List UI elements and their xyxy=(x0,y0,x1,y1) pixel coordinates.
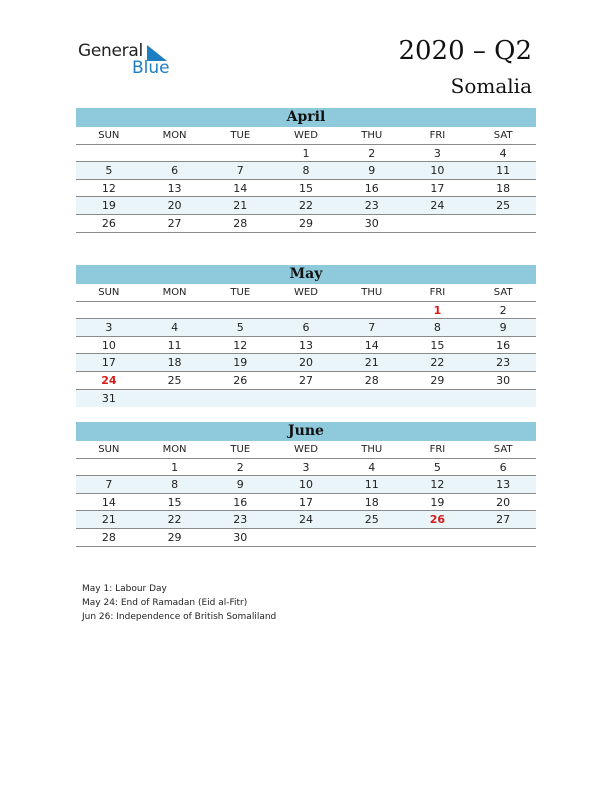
day-cell: 23 xyxy=(364,199,379,213)
holiday-notes xyxy=(82,582,276,624)
day-cell: 6 xyxy=(302,321,310,335)
day-cell xyxy=(142,145,208,163)
day-cell: 29 xyxy=(430,373,445,387)
week-row xyxy=(76,197,536,215)
day-cell xyxy=(470,529,536,547)
month-header: April xyxy=(76,108,536,127)
day-cell xyxy=(405,215,471,233)
weekday-label: WED xyxy=(294,287,318,298)
day-cell: 9 xyxy=(368,164,376,178)
day-cell: 22 xyxy=(298,199,313,213)
day-cell: 16 xyxy=(364,181,379,195)
day-cell: 18 xyxy=(364,495,379,509)
day-cell: 1 xyxy=(302,146,310,160)
week-row xyxy=(76,511,536,529)
week-row xyxy=(76,372,536,390)
day-cell: 4 xyxy=(368,460,376,474)
holiday-note: May 1: Labour Day xyxy=(82,584,167,594)
weekday-label: FRI xyxy=(429,444,446,455)
day-cell: 18 xyxy=(496,181,511,195)
week-row xyxy=(76,494,536,512)
day-cell: 28 xyxy=(233,216,248,230)
day-cell xyxy=(339,390,405,408)
day-cell: 24 xyxy=(298,513,313,527)
day-cell xyxy=(142,390,208,408)
day-cell: 2 xyxy=(368,146,376,160)
day-cell: 28 xyxy=(364,373,379,387)
week-row xyxy=(76,529,536,547)
day-cell: 27 xyxy=(496,513,511,527)
day-cell: 29 xyxy=(298,216,313,230)
day-cell xyxy=(405,529,471,547)
month-header: June xyxy=(76,422,536,441)
day-cell: 25 xyxy=(167,373,182,387)
day-cell: 17 xyxy=(298,495,313,509)
week-row xyxy=(76,162,536,180)
weekday-label: TUE xyxy=(230,130,251,141)
month-june xyxy=(76,422,536,547)
day-cell: 11 xyxy=(364,478,379,492)
day-cell xyxy=(470,215,536,233)
holiday-day-cell: 24 xyxy=(101,373,117,387)
day-cell: 15 xyxy=(298,181,313,195)
month-header: May xyxy=(76,265,536,284)
weekday-label: TUE xyxy=(230,287,251,298)
day-cell xyxy=(207,390,273,408)
day-cell: 25 xyxy=(496,199,511,213)
week-row xyxy=(76,180,536,198)
weekday-label: SAT xyxy=(493,444,513,455)
day-cell: 20 xyxy=(496,495,511,509)
day-cell xyxy=(339,529,405,547)
weekday-label: MON xyxy=(162,287,187,298)
day-cell: 26 xyxy=(101,216,116,230)
day-cell: 19 xyxy=(101,199,116,213)
weekday-label: THU xyxy=(361,444,383,455)
day-cell xyxy=(76,459,142,477)
day-cell: 5 xyxy=(105,164,113,178)
day-cell: 15 xyxy=(167,495,182,509)
day-cell: 30 xyxy=(364,216,379,230)
holiday-note: May 24: End of Ramadan (Eid al-Fitr) xyxy=(82,598,248,608)
day-cell: 23 xyxy=(496,356,511,370)
day-cell: 14 xyxy=(233,181,248,195)
holiday-note: Jun 26: Independence of British Somaliland xyxy=(82,612,277,622)
day-cell: 5 xyxy=(433,460,441,474)
day-cell: 4 xyxy=(171,321,179,335)
day-cell: 1 xyxy=(171,460,179,474)
day-cell: 11 xyxy=(167,338,182,352)
week-row xyxy=(76,390,536,408)
week-row xyxy=(76,337,536,355)
day-cell: 21 xyxy=(364,356,379,370)
day-cell: 17 xyxy=(430,181,445,195)
day-cell: 6 xyxy=(499,460,507,474)
day-cell: 26 xyxy=(233,373,248,387)
day-cell: 21 xyxy=(233,199,248,213)
day-cell: 16 xyxy=(233,495,248,509)
weekday-label: SUN xyxy=(98,287,120,298)
month-may xyxy=(76,265,536,407)
day-cell xyxy=(207,145,273,163)
day-cell: 8 xyxy=(302,164,310,178)
day-cell xyxy=(273,302,339,320)
week-row xyxy=(76,476,536,494)
day-cell: 7 xyxy=(105,478,113,492)
day-cell xyxy=(273,529,339,547)
day-cell xyxy=(207,302,273,320)
day-cell: 13 xyxy=(496,478,511,492)
day-cell: 10 xyxy=(101,338,116,352)
day-cell xyxy=(142,302,208,320)
day-cell: 16 xyxy=(496,338,511,352)
weekday-label: WED xyxy=(294,444,318,455)
day-cell: 29 xyxy=(167,530,182,544)
weekday-header-row xyxy=(76,127,536,145)
day-cell: 7 xyxy=(236,164,244,178)
day-cell: 22 xyxy=(430,356,445,370)
week-row xyxy=(76,215,536,233)
day-cell xyxy=(339,302,405,320)
day-cell: 3 xyxy=(302,460,310,474)
day-cell: 6 xyxy=(171,164,179,178)
weekday-label: MON xyxy=(162,130,187,141)
week-row xyxy=(76,354,536,372)
day-cell xyxy=(76,145,142,163)
day-cell: 2 xyxy=(499,303,507,317)
day-cell xyxy=(405,390,471,408)
day-cell: 21 xyxy=(101,513,116,527)
day-cell: 5 xyxy=(236,321,244,335)
day-cell: 18 xyxy=(167,356,182,370)
day-cell: 4 xyxy=(499,146,507,160)
day-cell: 3 xyxy=(105,321,113,335)
day-cell xyxy=(76,302,142,320)
day-cell: 12 xyxy=(430,478,445,492)
day-cell: 30 xyxy=(496,373,511,387)
weekday-header-row xyxy=(76,284,536,302)
day-cell: 13 xyxy=(298,338,313,352)
week-row xyxy=(76,145,536,163)
day-cell: 13 xyxy=(167,181,182,195)
weekday-label: FRI xyxy=(429,130,446,141)
day-cell: 12 xyxy=(233,338,248,352)
day-cell: 30 xyxy=(233,530,248,544)
weekday-label: SAT xyxy=(493,287,513,298)
day-cell: 25 xyxy=(364,513,379,527)
weekday-label: WED xyxy=(294,130,318,141)
weekday-label: SUN xyxy=(98,444,120,455)
day-cell: 10 xyxy=(298,478,313,492)
day-cell: 2 xyxy=(236,460,244,474)
day-cell xyxy=(470,390,536,408)
logo xyxy=(78,41,178,81)
page-title: 2020 – Q2 xyxy=(398,36,532,66)
weekday-label: SAT xyxy=(493,130,513,141)
day-cell: 3 xyxy=(433,146,441,160)
day-cell xyxy=(273,390,339,408)
week-row xyxy=(76,319,536,337)
weekday-label: FRI xyxy=(429,287,446,298)
logo-word-blue: Blue xyxy=(132,58,170,78)
day-cell: 17 xyxy=(101,356,116,370)
day-cell: 19 xyxy=(430,495,445,509)
weekday-label: THU xyxy=(361,287,383,298)
weekday-label: TUE xyxy=(230,444,251,455)
day-cell: 31 xyxy=(101,391,116,405)
day-cell: 12 xyxy=(101,181,116,195)
day-cell: 14 xyxy=(364,338,379,352)
day-cell: 7 xyxy=(368,321,376,335)
day-cell: 15 xyxy=(430,338,445,352)
day-cell: 22 xyxy=(167,513,182,527)
day-cell: 11 xyxy=(496,164,511,178)
day-cell: 27 xyxy=(298,373,313,387)
day-cell: 9 xyxy=(236,478,244,492)
weekday-label: THU xyxy=(361,130,383,141)
month-april xyxy=(76,108,536,233)
country-title: Somalia xyxy=(450,74,532,98)
day-cell: 9 xyxy=(499,321,507,335)
day-cell: 23 xyxy=(233,513,248,527)
day-cell: 8 xyxy=(171,478,179,492)
day-cell: 28 xyxy=(101,530,116,544)
week-row xyxy=(76,459,536,477)
logo-word-general: General xyxy=(78,41,143,61)
day-cell: 8 xyxy=(433,321,441,335)
day-cell: 20 xyxy=(298,356,313,370)
day-cell: 27 xyxy=(167,216,182,230)
day-cell: 20 xyxy=(167,199,182,213)
day-cell: 10 xyxy=(430,164,445,178)
weekday-header-row xyxy=(76,441,536,459)
day-cell: 19 xyxy=(233,356,248,370)
holiday-day-cell: 26 xyxy=(429,513,446,527)
weekday-label: MON xyxy=(162,444,187,455)
holiday-day-cell: 1 xyxy=(433,303,442,317)
weekday-label: SUN xyxy=(98,130,120,141)
day-cell: 24 xyxy=(430,199,445,213)
day-cell: 14 xyxy=(101,495,116,509)
week-row xyxy=(76,302,536,320)
